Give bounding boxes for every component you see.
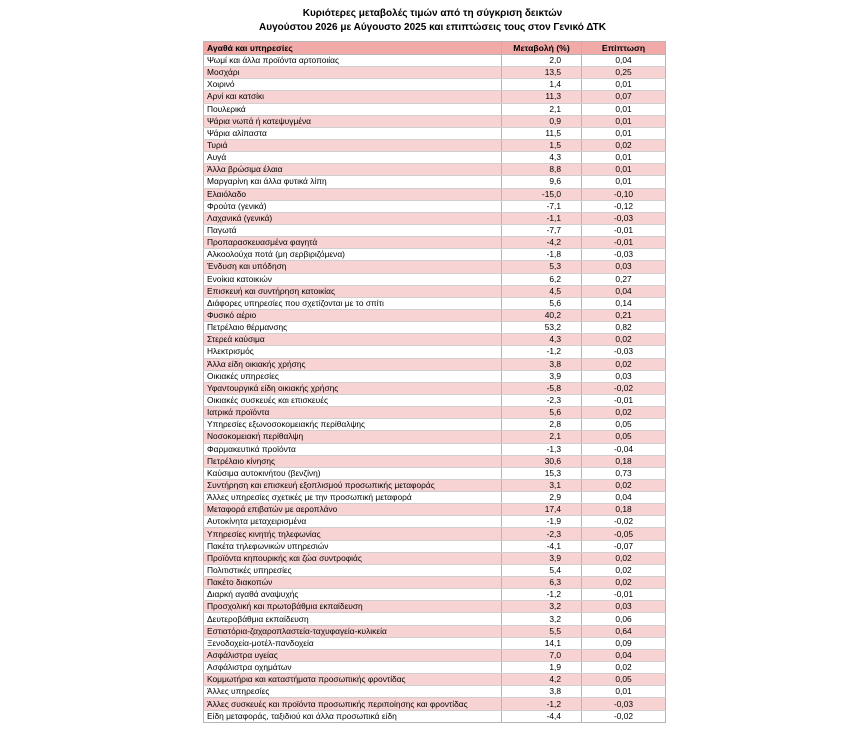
cell-change: 1,4 [502, 79, 582, 91]
cell-change: 2,0 [502, 55, 582, 67]
table-row [204, 394, 666, 406]
cell-item: Ψωμί και άλλα προϊόντα αρτοποιίας [204, 55, 502, 67]
cell-change: 0,9 [502, 115, 582, 127]
table-row [204, 516, 666, 528]
cell-change: 11,3 [502, 91, 582, 103]
cell-item: Μαργαρίνη και άλλα φυτικά λίπη [204, 176, 502, 188]
table-row [204, 407, 666, 419]
cell-change: 3,8 [502, 358, 582, 370]
header-row [204, 42, 666, 55]
cell-impact: 0,04 [582, 55, 666, 67]
cell-change: -1,8 [502, 249, 582, 261]
cell-item: Υπηρεσίες κινητής τηλεφωνίας [204, 528, 502, 540]
title-line-1: Κυριότερες μεταβολές τιμών από τη σύγκριση δεικτών [302, 8, 563, 19]
cell-impact: -0,02 [582, 382, 666, 394]
cell-change: 2,9 [502, 492, 582, 504]
cell-change: 53,2 [502, 322, 582, 334]
table-row [204, 224, 666, 236]
cell-item: Πακέτο διακοπών [204, 577, 502, 589]
table-row [204, 479, 666, 491]
cell-impact: -0,01 [582, 237, 666, 249]
cell-item: Παγωτά [204, 224, 502, 236]
cell-change: 40,2 [502, 309, 582, 321]
cell-change: -1,2 [502, 346, 582, 358]
cell-item: Εστιατόρια-ζαχαροπλαστεία-ταχυφαγεία-κυλικεία [204, 625, 502, 637]
cell-impact: 0,64 [582, 625, 666, 637]
table-row [204, 674, 666, 686]
cell-change: -1,9 [502, 516, 582, 528]
cell-change: 17,4 [502, 504, 582, 516]
cell-change: 5,6 [502, 407, 582, 419]
cell-impact: 0,02 [582, 577, 666, 589]
cell-change: 8,8 [502, 164, 582, 176]
cell-change: -2,3 [502, 394, 582, 406]
cell-impact: 0,27 [582, 273, 666, 285]
cell-item: Ελαιόλαδο [204, 188, 502, 200]
cell-impact: -0,03 [582, 249, 666, 261]
cell-item: Άλλα είδη οικιακής χρήσης [204, 358, 502, 370]
cell-change: -7,7 [502, 224, 582, 236]
table-row [204, 188, 666, 200]
table-row [204, 552, 666, 564]
cell-item: Προσχολική και πρωτοβάθμια εκπαίδευση [204, 601, 502, 613]
table-row [204, 528, 666, 540]
table-row [204, 686, 666, 698]
table-row [204, 164, 666, 176]
cell-impact: 0,04 [582, 649, 666, 661]
table-row [204, 103, 666, 115]
cell-change: 1,5 [502, 139, 582, 151]
table-row [204, 67, 666, 79]
cell-change: 3,2 [502, 613, 582, 625]
cell-item: Αυγά [204, 152, 502, 164]
table-row [204, 455, 666, 467]
cell-change: 5,3 [502, 261, 582, 273]
cell-item: Επισκευή και συντήρηση κατοικίας [204, 285, 502, 297]
cell-item: Άλλες υπηρεσίες [204, 686, 502, 698]
cell-item: Αυτοκίνητα μεταχειρισμένα [204, 516, 502, 528]
cell-impact: 0,01 [582, 152, 666, 164]
cell-item: Ασφάλιστρα υγείας [204, 649, 502, 661]
cell-change: 2,8 [502, 419, 582, 431]
table-row [204, 625, 666, 637]
cell-item: Στερεά καύσιμα [204, 334, 502, 346]
cell-item: Οικιακές υπηρεσίες [204, 370, 502, 382]
cell-item: Καύσιμα αυτοκινήτου (βενζίνη) [204, 467, 502, 479]
cell-impact: -0,05 [582, 528, 666, 540]
table-row [204, 200, 666, 212]
cell-impact: 0,25 [582, 67, 666, 79]
cell-item: Πολιτιστικές υπηρεσίες [204, 564, 502, 576]
cell-impact: 0,02 [582, 479, 666, 491]
column-header-impact: Επίπτωση [582, 42, 666, 55]
cell-item: Πουλερικά [204, 103, 502, 115]
cell-item: Άλλα βρώσιμα έλαια [204, 164, 502, 176]
cell-impact: 0,01 [582, 103, 666, 115]
table-row [204, 649, 666, 661]
cell-impact: 0,01 [582, 164, 666, 176]
cell-change: -1,2 [502, 698, 582, 710]
table-row [204, 139, 666, 151]
table-row [204, 273, 666, 285]
cell-impact: -0,03 [582, 346, 666, 358]
cell-item: Χοιρινό [204, 79, 502, 91]
cell-impact: 0,04 [582, 492, 666, 504]
cell-change: -2,3 [502, 528, 582, 540]
table-row [204, 309, 666, 321]
column-header-item: Αγαθά και υπηρεσίες [204, 42, 502, 55]
cell-item: Συντήρηση και επισκευή εξοπλισμού προσωπικής μεταφοράς [204, 479, 502, 491]
cell-change: 30,6 [502, 455, 582, 467]
cell-impact: 0,03 [582, 370, 666, 382]
cell-impact: 0,07 [582, 91, 666, 103]
cell-change: -4,1 [502, 540, 582, 552]
cell-impact: 0,02 [582, 358, 666, 370]
cell-item: Πετρέλαιο θέρμανσης [204, 322, 502, 334]
cell-item: Φυσικό αέριο [204, 309, 502, 321]
table-row [204, 637, 666, 649]
cell-change: -7,1 [502, 200, 582, 212]
cell-impact: 0,21 [582, 309, 666, 321]
cell-change: 3,9 [502, 552, 582, 564]
cell-impact: -0,07 [582, 540, 666, 552]
table-row [204, 115, 666, 127]
cell-change: 7,0 [502, 649, 582, 661]
table-row [204, 370, 666, 382]
table-row [204, 297, 666, 309]
cell-impact: 0,06 [582, 613, 666, 625]
cell-item: Φαρμακευτικά προϊόντα [204, 443, 502, 455]
table-row [204, 79, 666, 91]
cell-impact: 0,01 [582, 115, 666, 127]
cell-change: 4,2 [502, 674, 582, 686]
cell-change: 1,9 [502, 662, 582, 674]
table-row [204, 613, 666, 625]
cell-item: Φρούτα (γενικά) [204, 200, 502, 212]
table-row [204, 698, 666, 710]
table-row [204, 91, 666, 103]
table-row [204, 467, 666, 479]
cell-impact: 0,18 [582, 455, 666, 467]
cell-item: Διάφορες υπηρεσίες που σχετίζονται με το σπίτι [204, 297, 502, 309]
cell-impact: -0,01 [582, 589, 666, 601]
cell-impact: 0,18 [582, 504, 666, 516]
cell-impact: 0,01 [582, 686, 666, 698]
table-row [204, 127, 666, 139]
cell-change: -4,2 [502, 237, 582, 249]
cell-impact: -0,02 [582, 710, 666, 722]
cell-item: Πετρέλαιο κίνησης [204, 455, 502, 467]
cell-impact: -0,02 [582, 516, 666, 528]
cell-impact: 0,02 [582, 552, 666, 564]
cell-impact: 0,09 [582, 637, 666, 649]
cell-impact: -0,01 [582, 394, 666, 406]
cell-change: 6,3 [502, 577, 582, 589]
cell-item: Άλλες συσκευές και προϊόντα προσωπικής περιποίησης και φροντίδας [204, 698, 502, 710]
cell-impact: 0,02 [582, 334, 666, 346]
price-changes-table [203, 41, 666, 723]
cell-item: Ψάρια νωπά ή κατεψυγμένα [204, 115, 502, 127]
cell-change: 14,1 [502, 637, 582, 649]
cell-impact: -0,03 [582, 212, 666, 224]
cell-change: 13,5 [502, 67, 582, 79]
table-row [204, 382, 666, 394]
cell-impact: 0,73 [582, 467, 666, 479]
cell-change: 5,6 [502, 297, 582, 309]
cell-item: Ιατρικά προϊόντα [204, 407, 502, 419]
cell-item: Υπηρεσίες εξωνοσοκομειακής περίθαλψης [204, 419, 502, 431]
cell-impact: 0,04 [582, 285, 666, 297]
table-row [204, 212, 666, 224]
cell-item: Αρνί και κατσίκι [204, 91, 502, 103]
cell-item: Νοσοκομειακή περίθαλψη [204, 431, 502, 443]
cell-item: Πακέτα τηλεφωνικών υπηρεσιών [204, 540, 502, 552]
cell-item: Ξενοδοχεία-μοτέλ-πανδοχεία [204, 637, 502, 649]
cell-change: 2,1 [502, 431, 582, 443]
table-row [204, 601, 666, 613]
cell-item: Μοσχάρι [204, 67, 502, 79]
cell-item: Λαχανικά (γενικά) [204, 212, 502, 224]
cell-change: 3,1 [502, 479, 582, 491]
cell-item: Οικιακές συσκευές και επισκευές [204, 394, 502, 406]
cell-item: Υφαντουργικά είδη οικιακής χρήσης [204, 382, 502, 394]
cell-item: Προπαρασκευασμένα φαγητά [204, 237, 502, 249]
cell-change: 3,8 [502, 686, 582, 698]
cell-impact: 0,02 [582, 662, 666, 674]
cell-impact: 0,01 [582, 127, 666, 139]
cell-impact: 0,03 [582, 261, 666, 273]
cell-item: Ένδυση και υπόδηση [204, 261, 502, 273]
cell-change: 15,3 [502, 467, 582, 479]
cell-impact: 0,03 [582, 601, 666, 613]
cell-impact: 0,02 [582, 139, 666, 151]
cell-impact: 0,02 [582, 564, 666, 576]
table-row [204, 589, 666, 601]
cell-item: Προϊόντα κηπουρικής και ζώα συντροφιάς [204, 552, 502, 564]
title-line-2: Αυγούστου 2026 με Αύγουστο 2025 και επιπτώσεις τους στον Γενικό ΔΤΚ [259, 22, 606, 33]
table-row [204, 346, 666, 358]
cell-change: 4,3 [502, 334, 582, 346]
cell-impact: 0,05 [582, 431, 666, 443]
cell-impact: 0,82 [582, 322, 666, 334]
table-row [204, 710, 666, 722]
cell-item: Άλλες υπηρεσίες σχετικές με την προσωπική μεταφορά [204, 492, 502, 504]
cell-item: Ψάρια αλίπαστα [204, 127, 502, 139]
cell-item: Ασφάλιστρα οχημάτων [204, 662, 502, 674]
table-row [204, 662, 666, 674]
table-row [204, 237, 666, 249]
cell-impact: 0,14 [582, 297, 666, 309]
table-row [204, 55, 666, 67]
cell-impact: 0,01 [582, 79, 666, 91]
cell-change: -1,1 [502, 212, 582, 224]
cell-change: 11,5 [502, 127, 582, 139]
table-row [204, 504, 666, 516]
cell-impact: 0,05 [582, 674, 666, 686]
table-row [204, 431, 666, 443]
cell-change: 3,2 [502, 601, 582, 613]
cell-impact: -0,04 [582, 443, 666, 455]
table-row [204, 577, 666, 589]
cell-change: 5,5 [502, 625, 582, 637]
cell-item: Ηλεκτρισμός [204, 346, 502, 358]
table-row [204, 152, 666, 164]
table-row [204, 261, 666, 273]
cell-impact: 0,05 [582, 419, 666, 431]
cell-change: 2,1 [502, 103, 582, 115]
table-row [204, 564, 666, 576]
cell-item: Ενοίκια κατοικιών [204, 273, 502, 285]
cell-change: -1,3 [502, 443, 582, 455]
cell-change: -1,2 [502, 589, 582, 601]
cell-change: -15,0 [502, 188, 582, 200]
table-row [204, 492, 666, 504]
table-row [204, 419, 666, 431]
cell-impact: 0,01 [582, 176, 666, 188]
cell-change: 9,6 [502, 176, 582, 188]
table-row [204, 334, 666, 346]
cell-impact: 0,02 [582, 407, 666, 419]
column-header-change: Μεταβολή (%) [502, 42, 582, 55]
cell-change: 4,3 [502, 152, 582, 164]
cell-impact: -0,12 [582, 200, 666, 212]
table-row [204, 285, 666, 297]
cell-change: -4,4 [502, 710, 582, 722]
cell-item: Τυριά [204, 139, 502, 151]
cell-item: Είδη μεταφοράς, ταξιδιού και άλλα προσωπικά είδη [204, 710, 502, 722]
cell-item: Αλκοολούχα ποτά (μη σερβιριζόμενα) [204, 249, 502, 261]
table-row [204, 322, 666, 334]
table-row [204, 249, 666, 261]
table-row [204, 358, 666, 370]
cell-change: 3,9 [502, 370, 582, 382]
cell-impact: -0,03 [582, 698, 666, 710]
table-row [204, 540, 666, 552]
cell-change: 6,2 [502, 273, 582, 285]
cell-item: Διαρκή αγαθά αναψυχής [204, 589, 502, 601]
cell-item: Κομμωτήρια και καταστήματα προσωπικής φροντίδας [204, 674, 502, 686]
cell-item: Μεταφορά επιβατών με αεροπλάνο [204, 504, 502, 516]
table-row [204, 176, 666, 188]
table-title-block [0, 7, 865, 35]
cell-change: -5,8 [502, 382, 582, 394]
cell-impact: -0,10 [582, 188, 666, 200]
cell-impact: -0,01 [582, 224, 666, 236]
table-row [204, 443, 666, 455]
cell-change: 4,5 [502, 285, 582, 297]
cell-change: 5,4 [502, 564, 582, 576]
cell-item: Δευτεροβάθμια εκπαίδευση [204, 613, 502, 625]
